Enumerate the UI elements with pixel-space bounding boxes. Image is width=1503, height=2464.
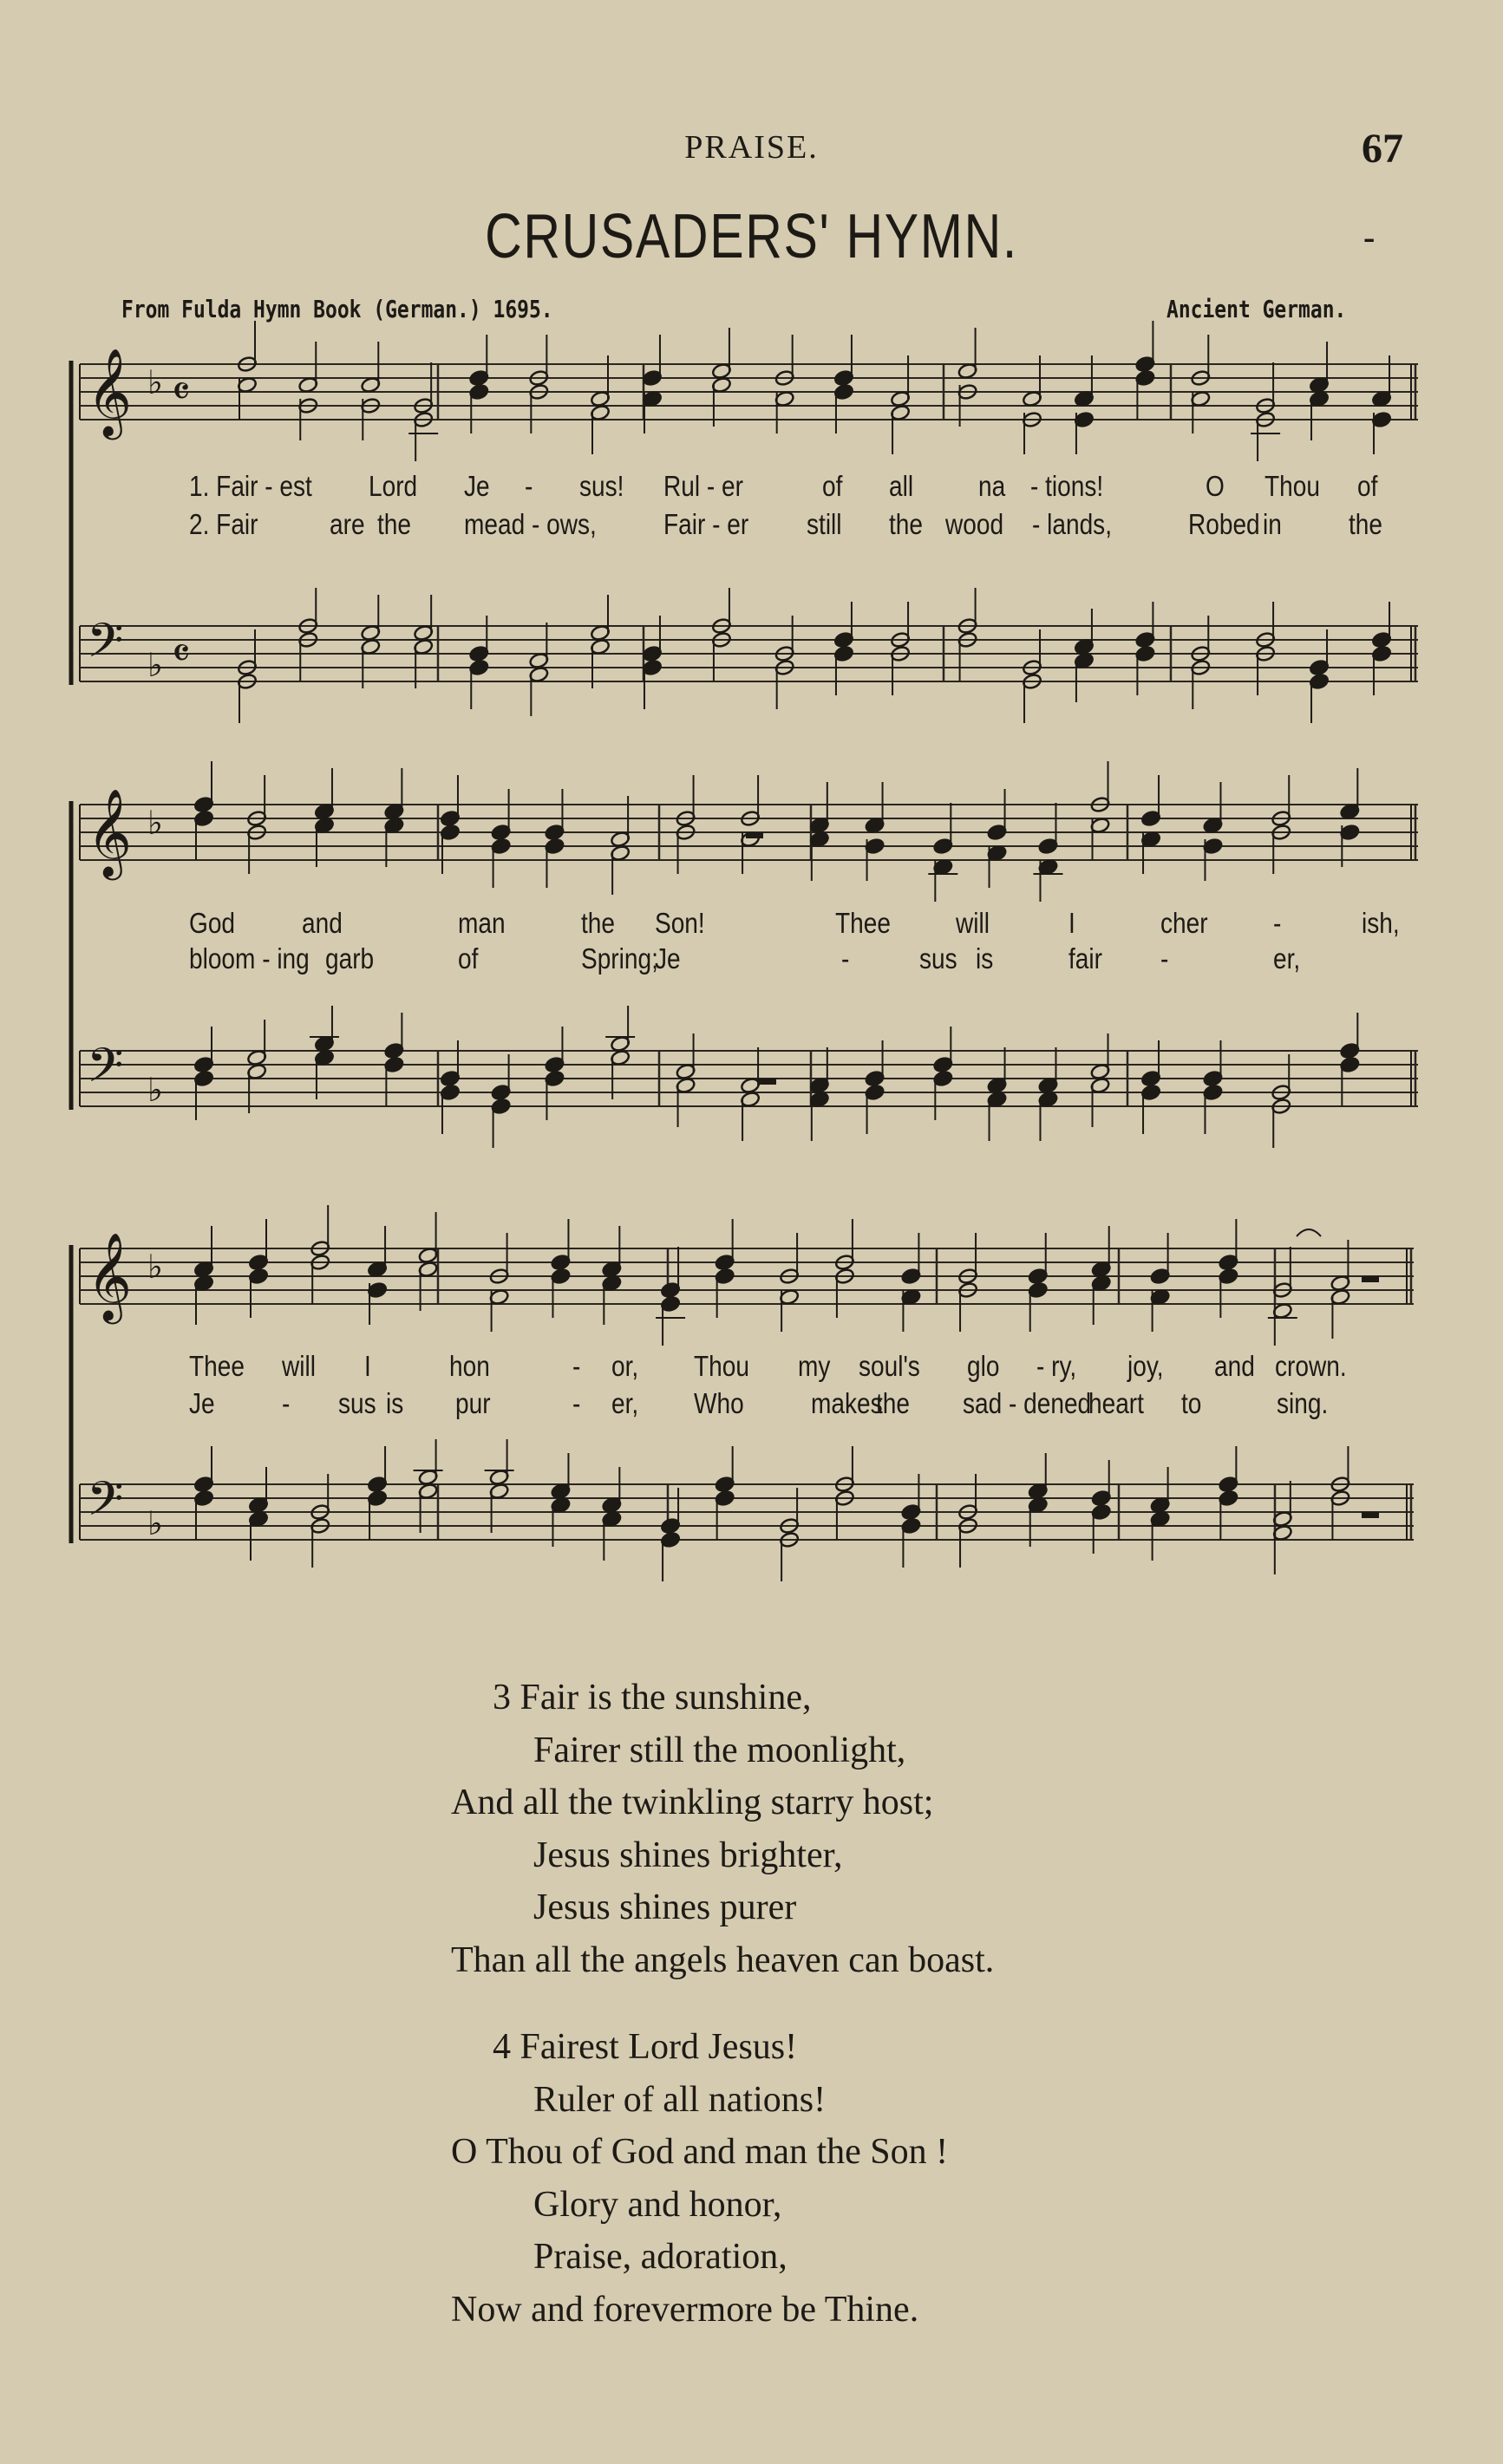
lyric-syllable: cher xyxy=(1160,907,1208,939)
fermata-icon xyxy=(1297,1229,1321,1236)
page-number: 67 xyxy=(1362,126,1403,172)
lyric-syllable: - xyxy=(572,1350,581,1382)
lyric-syllable: Lord xyxy=(369,470,418,502)
lyric-syllable: all xyxy=(889,470,914,502)
lyric-syllable: sing. xyxy=(1277,1387,1329,1419)
verse-line: Fairer still the moonlight, xyxy=(533,1730,906,1770)
lyric-syllable: or, xyxy=(611,1350,639,1382)
lyric-syllable: Spring; xyxy=(581,942,658,975)
lyric-syllable: O xyxy=(1206,470,1225,502)
lyric-syllable: the xyxy=(876,1387,910,1419)
treble-clef: 𝄞 xyxy=(87,787,133,877)
hymn-composer: Ancient German. xyxy=(1166,295,1347,323)
verse-4 xyxy=(451,2021,994,2336)
lyric-syllable: bloom - ing xyxy=(189,942,310,975)
lyric-syllable: heart xyxy=(1088,1387,1144,1419)
lyric-syllable: sad - dened xyxy=(963,1387,1092,1419)
whole-rest xyxy=(746,832,763,838)
treble-clef: 𝄞 xyxy=(87,347,133,436)
lyric-syllable: Son! xyxy=(655,907,705,939)
lyric-syllable: the xyxy=(1349,508,1382,540)
lyric-syllable: in xyxy=(1263,508,1282,540)
lyric-syllable: Thee xyxy=(835,907,891,939)
lyric-syllable: sus! xyxy=(579,470,624,502)
lyric-syllable: Thee xyxy=(189,1350,245,1382)
lyric-syllable: - ry, xyxy=(1036,1350,1077,1382)
lyric-syllable: fair xyxy=(1068,942,1102,975)
lyric-syllable: and xyxy=(1214,1350,1255,1382)
lyric-syllable: er, xyxy=(611,1387,639,1419)
verse-line: And all the twinkling starry host; xyxy=(451,1783,934,1822)
lyric-syllable: still xyxy=(807,508,842,540)
lyric-syllable: hon xyxy=(449,1350,490,1382)
verse-line: Jesus shines brighter, xyxy=(533,1835,843,1875)
lyric-syllable: - xyxy=(1160,942,1169,975)
lyric-syllable: the xyxy=(377,508,411,540)
lyric-syllable: er, xyxy=(1273,942,1301,975)
lyric-syllable: of xyxy=(458,942,479,975)
lyric-syllable: and xyxy=(302,907,343,939)
bass-clef: 𝄢 xyxy=(87,1471,124,1538)
lyric-syllable: Je xyxy=(189,1387,215,1419)
lyric-syllable: the xyxy=(581,907,615,939)
lyric-syllable: soul's xyxy=(859,1350,920,1382)
lyric-syllable: - xyxy=(841,942,850,975)
key-signature-flat: ♭ xyxy=(147,804,163,842)
key-signature-flat: ♭ xyxy=(147,1071,163,1109)
lyric-syllable: of xyxy=(822,470,843,502)
lyric-syllable: Who xyxy=(694,1387,744,1419)
lyric-syllable: garb xyxy=(325,942,375,975)
lyric-syllable: makes xyxy=(811,1387,883,1419)
verse-line: 3 Fair is the sunshine, xyxy=(493,1678,812,1718)
verse-line: Jesus shines purer xyxy=(533,1887,797,1927)
lyric-syllable: I xyxy=(1068,907,1075,939)
lyric-syllable: - xyxy=(1273,907,1282,939)
verse-line: O Thou of God and man the Son ! xyxy=(451,2132,949,2172)
key-signature-flat: ♭ xyxy=(147,1504,163,1542)
printer-mark: - xyxy=(1363,218,1376,257)
lyric-syllable: - tions! xyxy=(1030,470,1104,502)
hymn-title: CRUSADERS' HYMN. xyxy=(485,202,1018,271)
lyric-syllable: na xyxy=(978,470,1006,502)
lyric-syllable: - xyxy=(572,1387,581,1419)
whole-rest xyxy=(1362,1276,1379,1282)
lyric-syllable: wood xyxy=(945,508,1004,540)
treble-clef: 𝄞 xyxy=(87,1231,133,1320)
lyric-syllable: will xyxy=(956,907,990,939)
lyric-syllable: Rul - er xyxy=(663,470,743,502)
lyric-syllable: pur xyxy=(455,1387,491,1419)
key-signature-flat: ♭ xyxy=(147,646,163,684)
bass-clef: 𝄢 xyxy=(87,613,124,680)
lyric-syllable: ish, xyxy=(1362,907,1400,939)
hymn-source: From Fulda Hymn Book (German.) 1695. xyxy=(121,295,553,323)
lyric-syllable: - xyxy=(525,470,533,502)
lyric-syllable: I xyxy=(364,1350,371,1382)
lyric-syllable: - xyxy=(282,1387,291,1419)
lyric-syllable: Robed xyxy=(1188,508,1260,540)
lyric-syllable: is xyxy=(386,1387,404,1419)
lyric-syllable: Je xyxy=(655,942,681,975)
key-signature-flat: ♭ xyxy=(147,1248,163,1286)
lyric-syllable: Fair - er xyxy=(663,508,749,540)
lyric-syllable: will xyxy=(282,1350,316,1382)
verse-3 xyxy=(451,1672,994,1986)
lyric-syllable: God xyxy=(189,907,236,939)
lyric-syllable: Je xyxy=(464,470,490,502)
additional-verses xyxy=(451,1672,994,2336)
verse-line: Than all the angels heaven can boast. xyxy=(451,1939,995,1980)
verse-line: Now and forevermore be Thine. xyxy=(451,2289,919,2330)
lyric-syllable: Thou xyxy=(694,1350,749,1382)
common-time: 𝄴 xyxy=(172,629,191,678)
running-head: PRAISE. xyxy=(684,129,819,166)
lyric-syllable: joy, xyxy=(1127,1350,1164,1382)
lyric-syllable: of xyxy=(1357,470,1378,502)
lyric-syllable: Thou xyxy=(1264,470,1320,502)
lyric-syllable: 2. Fair xyxy=(189,508,258,540)
lyric-syllable: 1. Fair - est xyxy=(189,470,312,502)
whole-rest xyxy=(759,1079,776,1085)
lyric-syllable: man xyxy=(458,907,506,939)
lyric-syllable: sus xyxy=(338,1387,376,1419)
lyric-syllable: sus xyxy=(919,942,957,975)
key-signature-flat: ♭ xyxy=(147,363,163,401)
lyric-syllable: to xyxy=(1181,1387,1202,1419)
verse-line: 4 Fairest Lord Jesus! xyxy=(493,2027,798,2067)
lyric-syllable: - lands, xyxy=(1032,508,1112,540)
lyric-syllable: the xyxy=(889,508,923,540)
lyric-syllable: mead - ows, xyxy=(464,508,597,540)
lyric-syllable: is xyxy=(976,942,994,975)
verse-line: Ruler of all nations! xyxy=(533,2079,827,2120)
verse-line: Praise, adoration, xyxy=(533,2237,787,2277)
common-time: 𝄴 xyxy=(172,368,191,416)
whole-rest xyxy=(1362,1512,1379,1518)
bass-clef: 𝄢 xyxy=(87,1038,124,1105)
lyric-syllable: my xyxy=(798,1350,831,1382)
lyric-syllable: crown. xyxy=(1275,1350,1347,1382)
lyric-syllable: glo xyxy=(967,1350,1000,1382)
lyric-syllable: are xyxy=(330,508,365,540)
verse-line: Glory and honor, xyxy=(533,2184,782,2225)
